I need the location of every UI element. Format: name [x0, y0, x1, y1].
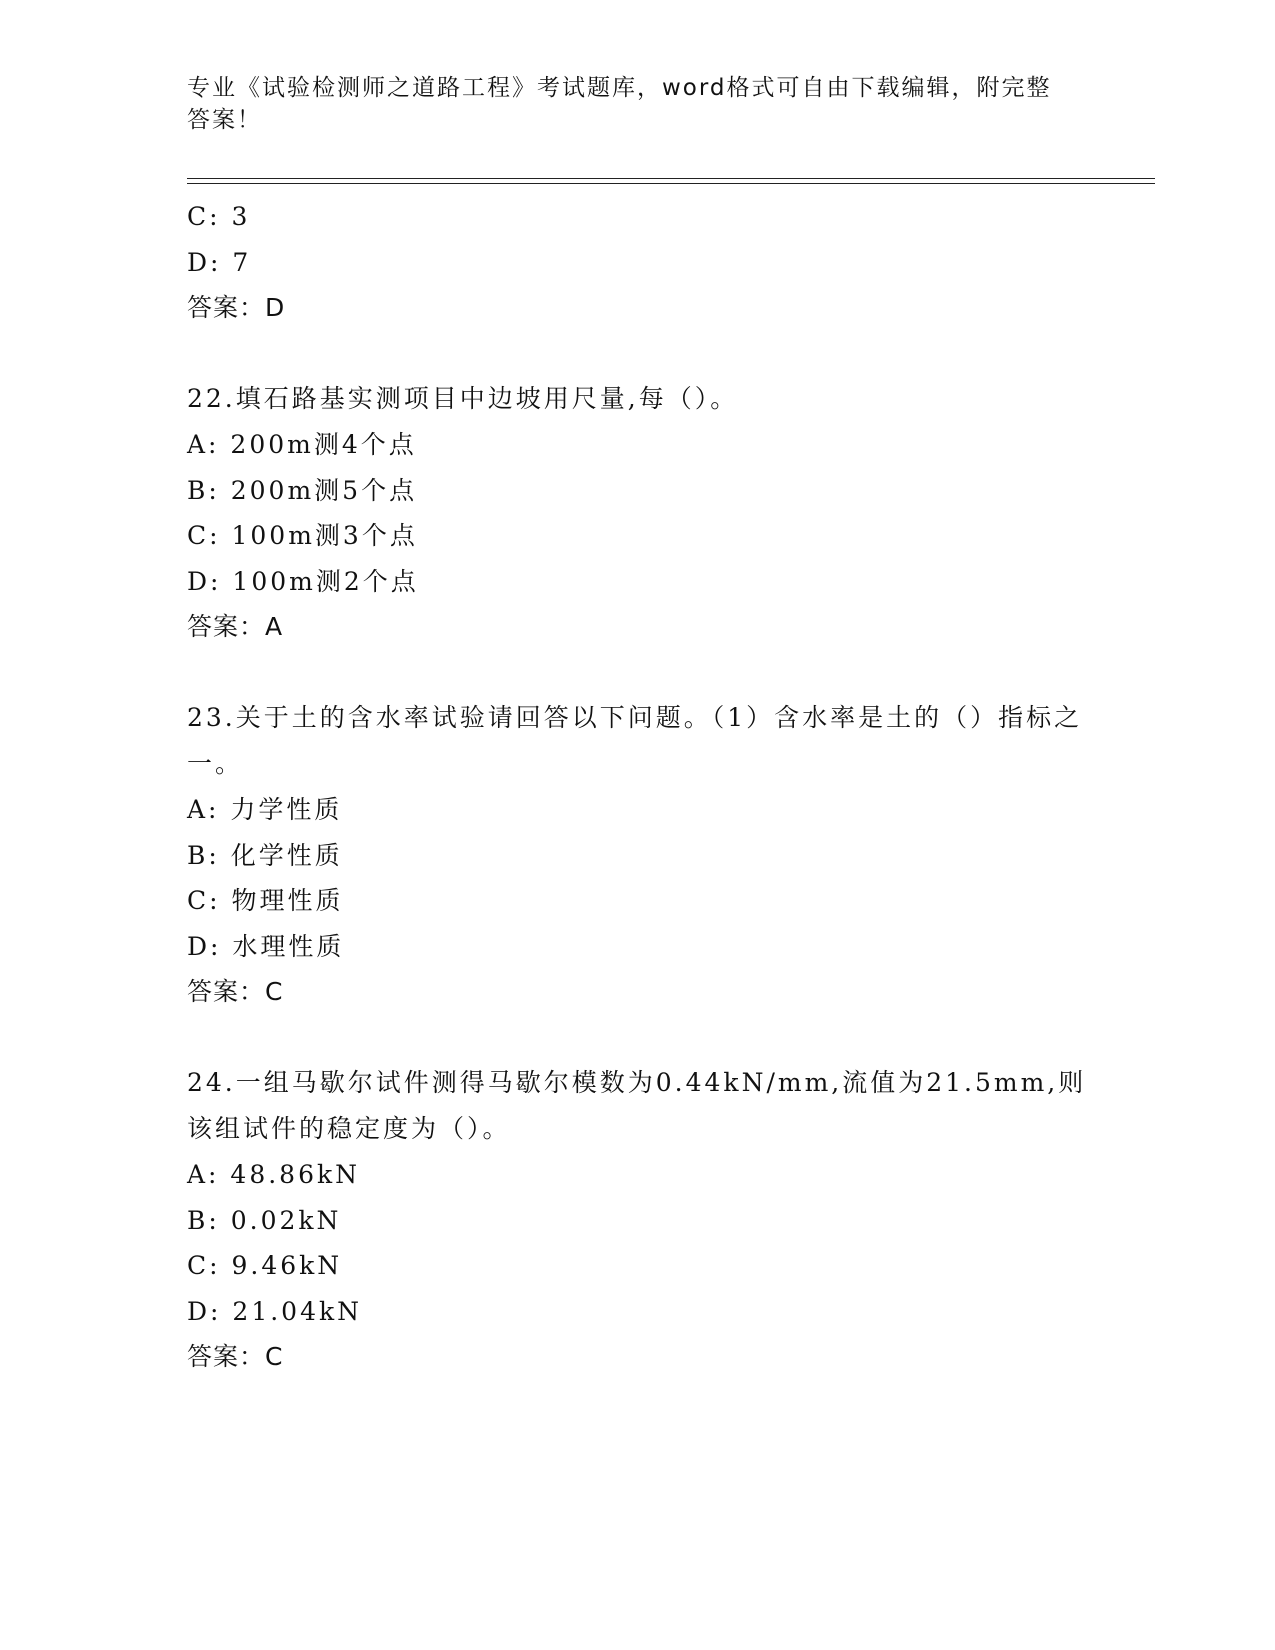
question-22 [187, 376, 1087, 650]
option-a: A: 48.86kN [187, 1160, 361, 1189]
answer: 答案：C [187, 1342, 284, 1371]
question-21 [187, 194, 1087, 331]
option-b: B: 200m测5个点 [187, 475, 418, 505]
option-c: C: 100m测3个点 [187, 521, 418, 550]
question-list [187, 194, 1087, 1380]
option-d: D: 21.04kN [187, 1296, 363, 1326]
option-b: B: 0.02kN [187, 1205, 342, 1235]
option-d: D: 7 [187, 247, 252, 277]
question-23 [187, 695, 1087, 1015]
option-a: A: 200m测4个点 [187, 430, 417, 459]
option-c: C: 物理性质 [187, 886, 344, 915]
option-c: C: 3 [187, 202, 251, 231]
option-b: B: 化学性质 [187, 840, 343, 870]
spacer [187, 1015, 1087, 1060]
question-stem: 24.一组马歇尔试件测得马歇尔模数为0.44kN/mm,流值为21.5mm,则该组试件的稳定度为（）。 [187, 1068, 1087, 1143]
answer: 答案：A [187, 612, 284, 641]
spacer [187, 331, 1087, 376]
header-divider [187, 178, 1155, 184]
question-stem: 23.关于土的含水率试验请回答以下问题。（1）含水率是土的（）指标之一。 [187, 703, 1083, 778]
spacer [187, 650, 1087, 695]
document-header: 专业《试验检测师之道路工程》考试题库，word格式可自由下载编辑，附完整答案！ [187, 75, 1052, 133]
question-stem: 22.填石路基实测项目中边坡用尺量,每（）。 [187, 384, 739, 413]
option-a: A: 力学性质 [187, 795, 343, 824]
option-c: C: 9.46kN [187, 1251, 343, 1280]
option-d: D: 100m测2个点 [187, 566, 419, 596]
question-24 [187, 1060, 1087, 1380]
option-d: D: 水理性质 [187, 931, 345, 961]
answer: 答案：D [187, 293, 286, 322]
answer: 答案：C [187, 977, 284, 1006]
